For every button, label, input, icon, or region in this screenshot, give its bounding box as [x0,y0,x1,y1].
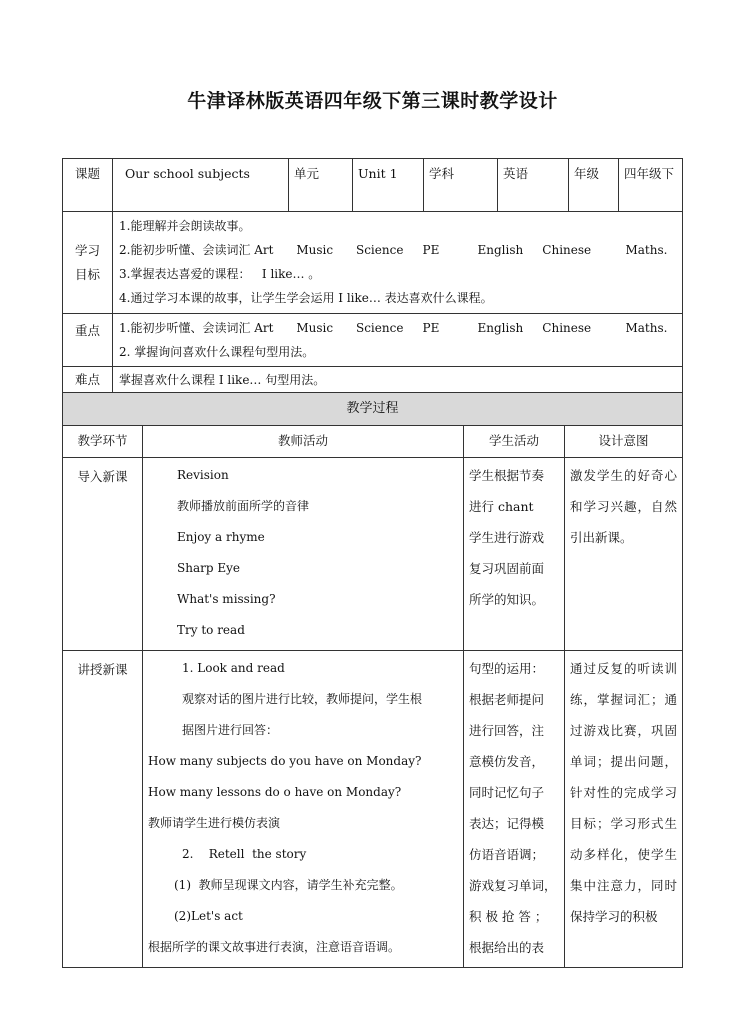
intent-new: 通过反复的听读训练，掌握词汇；通过游戏比赛，巩固单词；提出问题，针对性的完成学习目标；学习形式生动多样化，使学生集中注意力，同时保持学习的积极 [565,651,683,968]
key-content [113,314,683,367]
subject-value: 英语 [498,159,569,212]
goal-line: 1.能理解并会朗读故事。 [119,219,251,233]
key-label: 重点 [63,314,113,367]
student-step: 积 极 抢 答 ； [469,909,548,924]
process-table [62,392,683,968]
unit-value: Unit 1 [353,159,424,212]
student-step: 学生进行游戏 [469,530,545,545]
student-step: 句型的运用： [469,661,545,676]
teacher-step: 根据所学的课文故事进行表演，注意语音语调。 [148,940,401,954]
student-new [464,651,565,968]
col-intent-header: 设计意图 [565,426,683,458]
goal-line: 4.通过学习本课的故事，让学生学会运用 I like… 表达喜欢什么课程。 [119,291,493,305]
teacher-step: Sharp Eye [177,561,240,575]
goal-line: 2.能初步听懂、会读词汇 Art Music Science PE English Chinese Maths. [119,243,668,257]
stage-new: 讲授新课 [63,651,143,968]
teacher-step: Try to read [177,623,245,637]
teacher-step: Enjoy a rhyme [177,530,265,544]
col-student-header: 学生活动 [464,426,565,458]
teacher-step: 2. Retell the story [182,847,307,861]
subject-label: 学科 [424,159,498,212]
grade-label: 年级 [569,159,619,212]
key-line: 2. 掌握询问喜欢什么课程句型用法。 [119,345,315,359]
process-header: 教学过程 [63,393,683,426]
teacher-step: (2)Let's act [174,909,243,923]
student-step: 游戏复习单词， [469,878,557,893]
teacher-step: How many subjects do you have on Monday? [148,754,422,768]
topic-value: Our school subjects [113,159,289,212]
student-step: 学生根据节奏 [469,468,545,483]
difficulty-value: 掌握喜欢什么课程 I like… 句型用法。 [113,367,683,394]
student-step: 进行回答，注 [469,723,545,738]
teacher-step: 观察对话的图片进行比较，教师提问，学生根 [182,692,423,706]
student-step: 表达；记得模 [469,816,545,831]
unit-label: 单元 [289,159,353,212]
teacher-step: 教师播放前面所学的音律 [177,499,310,513]
goal-line: 3.掌握表达喜爱的课程： I like… 。 [119,267,321,281]
goals-content [113,212,683,314]
student-step: 进行 chant [469,499,534,514]
teacher-step: (1) 教师呈现课文内容，请学生补充完整。 [174,878,403,892]
page-title: 牛津译林版英语四年级下第三课时教学设计 [187,90,558,112]
teacher-step: Revision [177,468,229,482]
student-step: 根据给出的表 [469,940,545,955]
teacher-step: 教师请学生进行模仿表演 [148,816,281,830]
teacher-step: What's missing? [177,592,276,606]
teacher-new [143,651,464,968]
student-step: 仿语音语调； [469,847,545,862]
goals-label: 学习目标 [63,212,113,314]
teacher-step: 1. Look and read [182,661,285,675]
info-table [62,158,683,394]
student-step: 根据老师提问 [469,692,545,707]
student-step: 意模仿发音， [469,754,545,769]
teacher-step: 据图片进行回答： [182,723,279,737]
student-intro [464,458,565,651]
student-step: 所学的知识。 [469,592,545,607]
key-line: 1.能初步听懂、会读词汇 Art Music Science PE English Chinese Maths. [119,321,668,335]
student-step: 复习巩固前面 [469,561,545,576]
intent-intro: 激发学生的好奇心和学习兴趣，自然引出新课。 [565,458,683,651]
stage-intro: 导入新课 [63,458,143,651]
difficulty-label: 难点 [63,367,113,394]
teacher-step: How many lessons do o have on Monday? [148,785,402,799]
student-step: 同时记忆句子 [469,785,545,800]
topic-label: 课题 [63,159,113,212]
teacher-intro [143,458,464,651]
col-stage-header: 教学环节 [63,426,143,458]
grade-value: 四年级下 [619,159,683,212]
col-teacher-header: 教师活动 [143,426,464,458]
